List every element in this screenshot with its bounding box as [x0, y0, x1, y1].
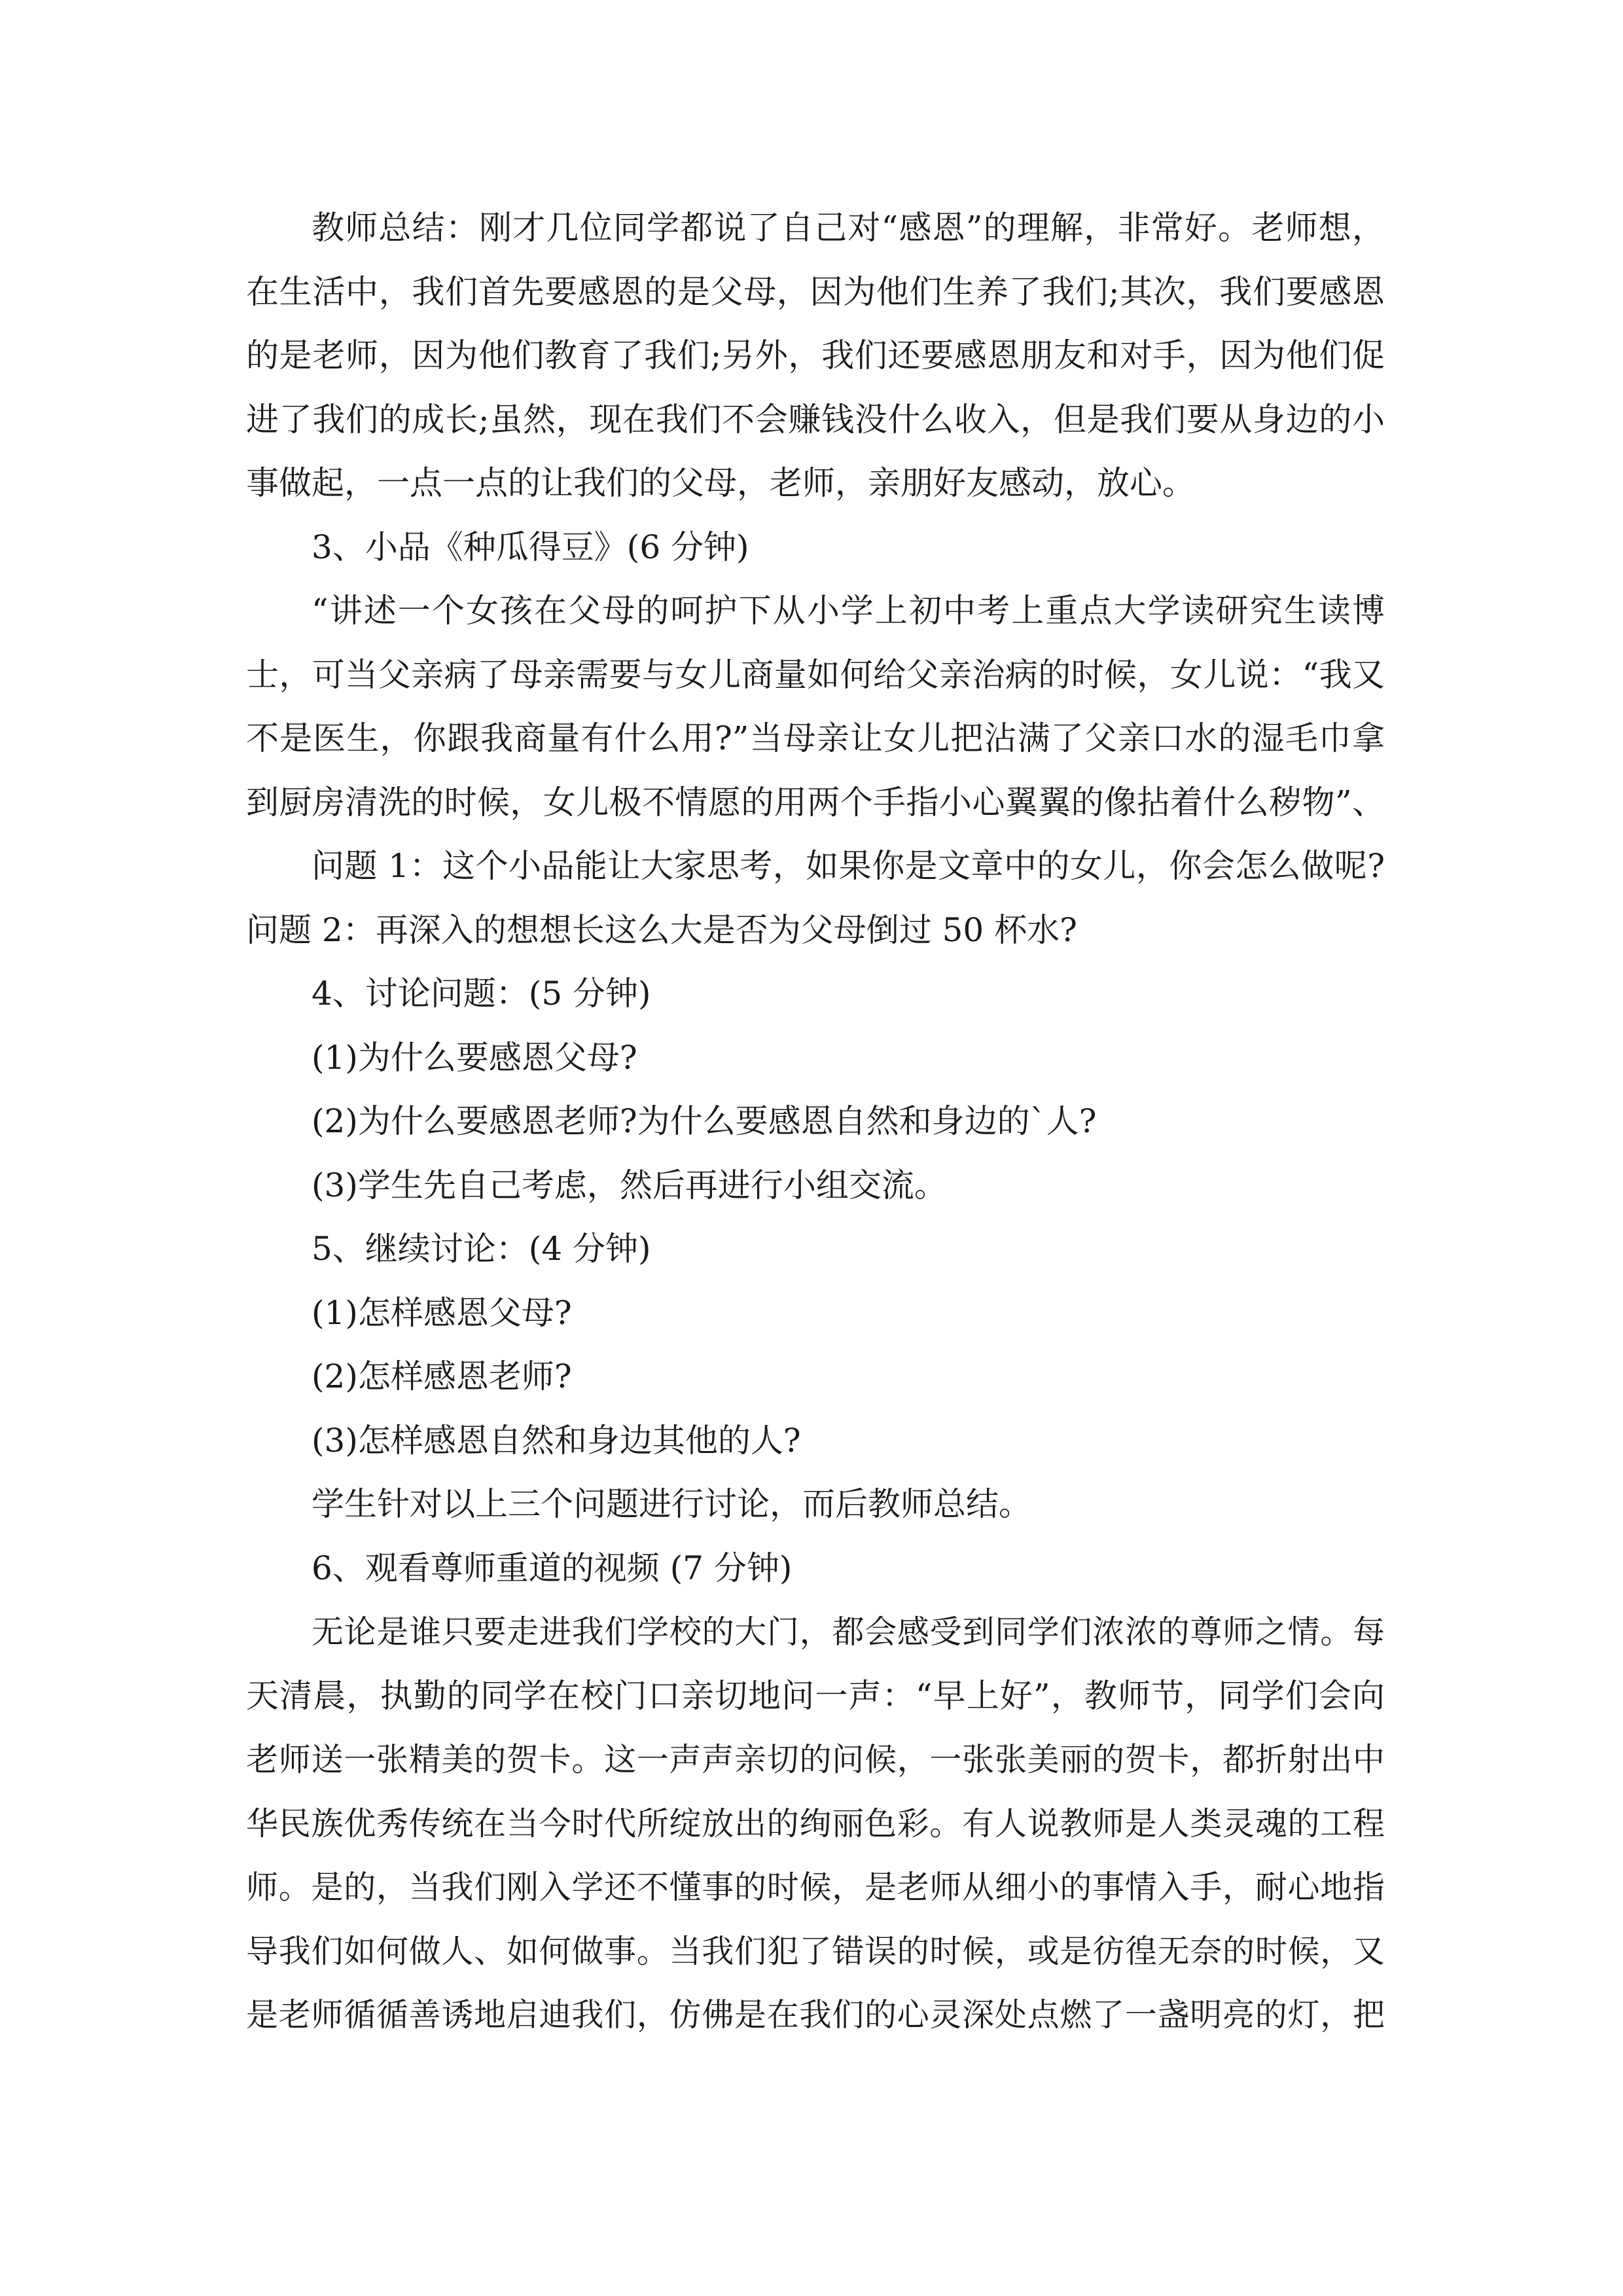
text-line: 的是老师，因为他们教育了我们;另外，我们还要感恩朋友和对手，因为他们促	[246, 336, 1385, 374]
section-heading-5	[246, 1217, 1385, 1282]
text-line: 4、讨论问题：(5 分钟)	[312, 975, 651, 1013]
text-line: 导我们如何做人、如何做事。当我们犯了错误的时候，或是彷徨无奈的时候，又	[246, 1932, 1385, 1970]
list-item	[246, 1026, 1385, 1090]
list-item	[246, 1345, 1385, 1409]
text-line: 3、小品《种瓜得豆》(6 分钟)	[312, 528, 749, 566]
paragraph-teacher-summary	[246, 196, 1385, 516]
paragraph-respect-teachers	[246, 1600, 1385, 2047]
list-item	[246, 1409, 1385, 1473]
text-line: (3)怎样感恩自然和身边其他的人?	[312, 1421, 801, 1460]
text-line: 教师总结：刚才几位同学都说了自己对“感恩”的理解，非常好。老师想，	[312, 209, 1385, 247]
text-line: 华民族优秀传统在当今时代所绽放出的绚丽色彩。有人说教师是人类灵魂的工程	[246, 1804, 1385, 1842]
text-line: “讲述一个女孩在父母的呵护下从小学上初中考上重点大学读研究生读博	[312, 592, 1385, 630]
text-line: 士，可当父亲病了母亲需要与女儿商量如何给父亲治病的时候，女儿说：“我又	[246, 655, 1385, 694]
list-item	[246, 1090, 1385, 1154]
text-line: 问题 2：再深入的想想长这么大是否为父母倒过 50 杯水?	[246, 910, 1077, 949]
text-line: 天清晨，执勤的同学在校门口亲切地问一声：“早上好”，教师节，同学们会向	[246, 1676, 1385, 1715]
text-line: (1)为什么要感恩父母?	[312, 1038, 637, 1077]
text-line: (2)怎样感恩老师?	[312, 1357, 572, 1395]
list-item	[246, 1282, 1385, 1346]
section-heading-6	[246, 1537, 1385, 1601]
text-line: 5、继续讨论：(4 分钟)	[312, 1230, 651, 1268]
text-line: 学生针对以上三个问题进行讨论，而后教师总结。	[312, 1485, 1031, 1523]
text-line: 到厨房清洗的时候，女儿极不情愿的用两个手指小心翼翼的像拈着什么秽物”、	[246, 783, 1385, 821]
paragraph-skit-description	[246, 579, 1385, 834]
text-line: (2)为什么要感恩老师?为什么要感恩自然和身边的`人?	[312, 1102, 1097, 1140]
list-item	[246, 1154, 1385, 1218]
paragraph-questions	[246, 834, 1385, 962]
section-heading-3	[246, 516, 1385, 580]
text-line: 问题 1：这个小品能让大家思考，如果你是文章中的女儿，你会怎么做呢?	[312, 847, 1385, 885]
section-heading-4	[246, 962, 1385, 1026]
document-body	[246, 196, 1385, 2047]
text-line: 6、观看尊师重道的视频 (7 分钟)	[312, 1549, 793, 1587]
paragraph-discussion-note	[246, 1473, 1385, 1537]
text-line: 无论是谁只要走进我们学校的大门，都会感受到同学们浓浓的尊师之情。每	[312, 1613, 1385, 1651]
text-line: (3)学生先自己考虑，然后再进行小组交流。	[312, 1166, 947, 1204]
text-line: 不是医生，你跟我商量有什么用?”当母亲让女儿把沾满了父亲口水的湿毛巾拿	[246, 719, 1385, 757]
text-line: 师。是的，当我们刚入学还不懂事的时候，是老师从细小的事情入手，耐心地指	[246, 1869, 1385, 1906]
text-line: 老师送一张精美的贺卡。这一声声亲切的问候，一张张美丽的贺卡，都折射出中	[246, 1741, 1385, 1778]
text-line: 在生活中，我们首先要感恩的是父母，因为他们生养了我们;其次，我们要感恩	[246, 272, 1385, 311]
text-line: (1)怎样感恩父母?	[312, 1293, 572, 1332]
text-line: 是老师循循善诱地启迪我们，仿佛是在我们的心灵深处点燃了一盏明亮的灯，把	[246, 1996, 1385, 2034]
text-line: 进了我们的成长;虽然，现在我们不会赚钱没什么收入，但是我们要从身边的小	[246, 400, 1385, 439]
text-line: 事做起，一点一点的让我们的父母，老师，亲朋好友感动，放心。	[246, 464, 1195, 502]
